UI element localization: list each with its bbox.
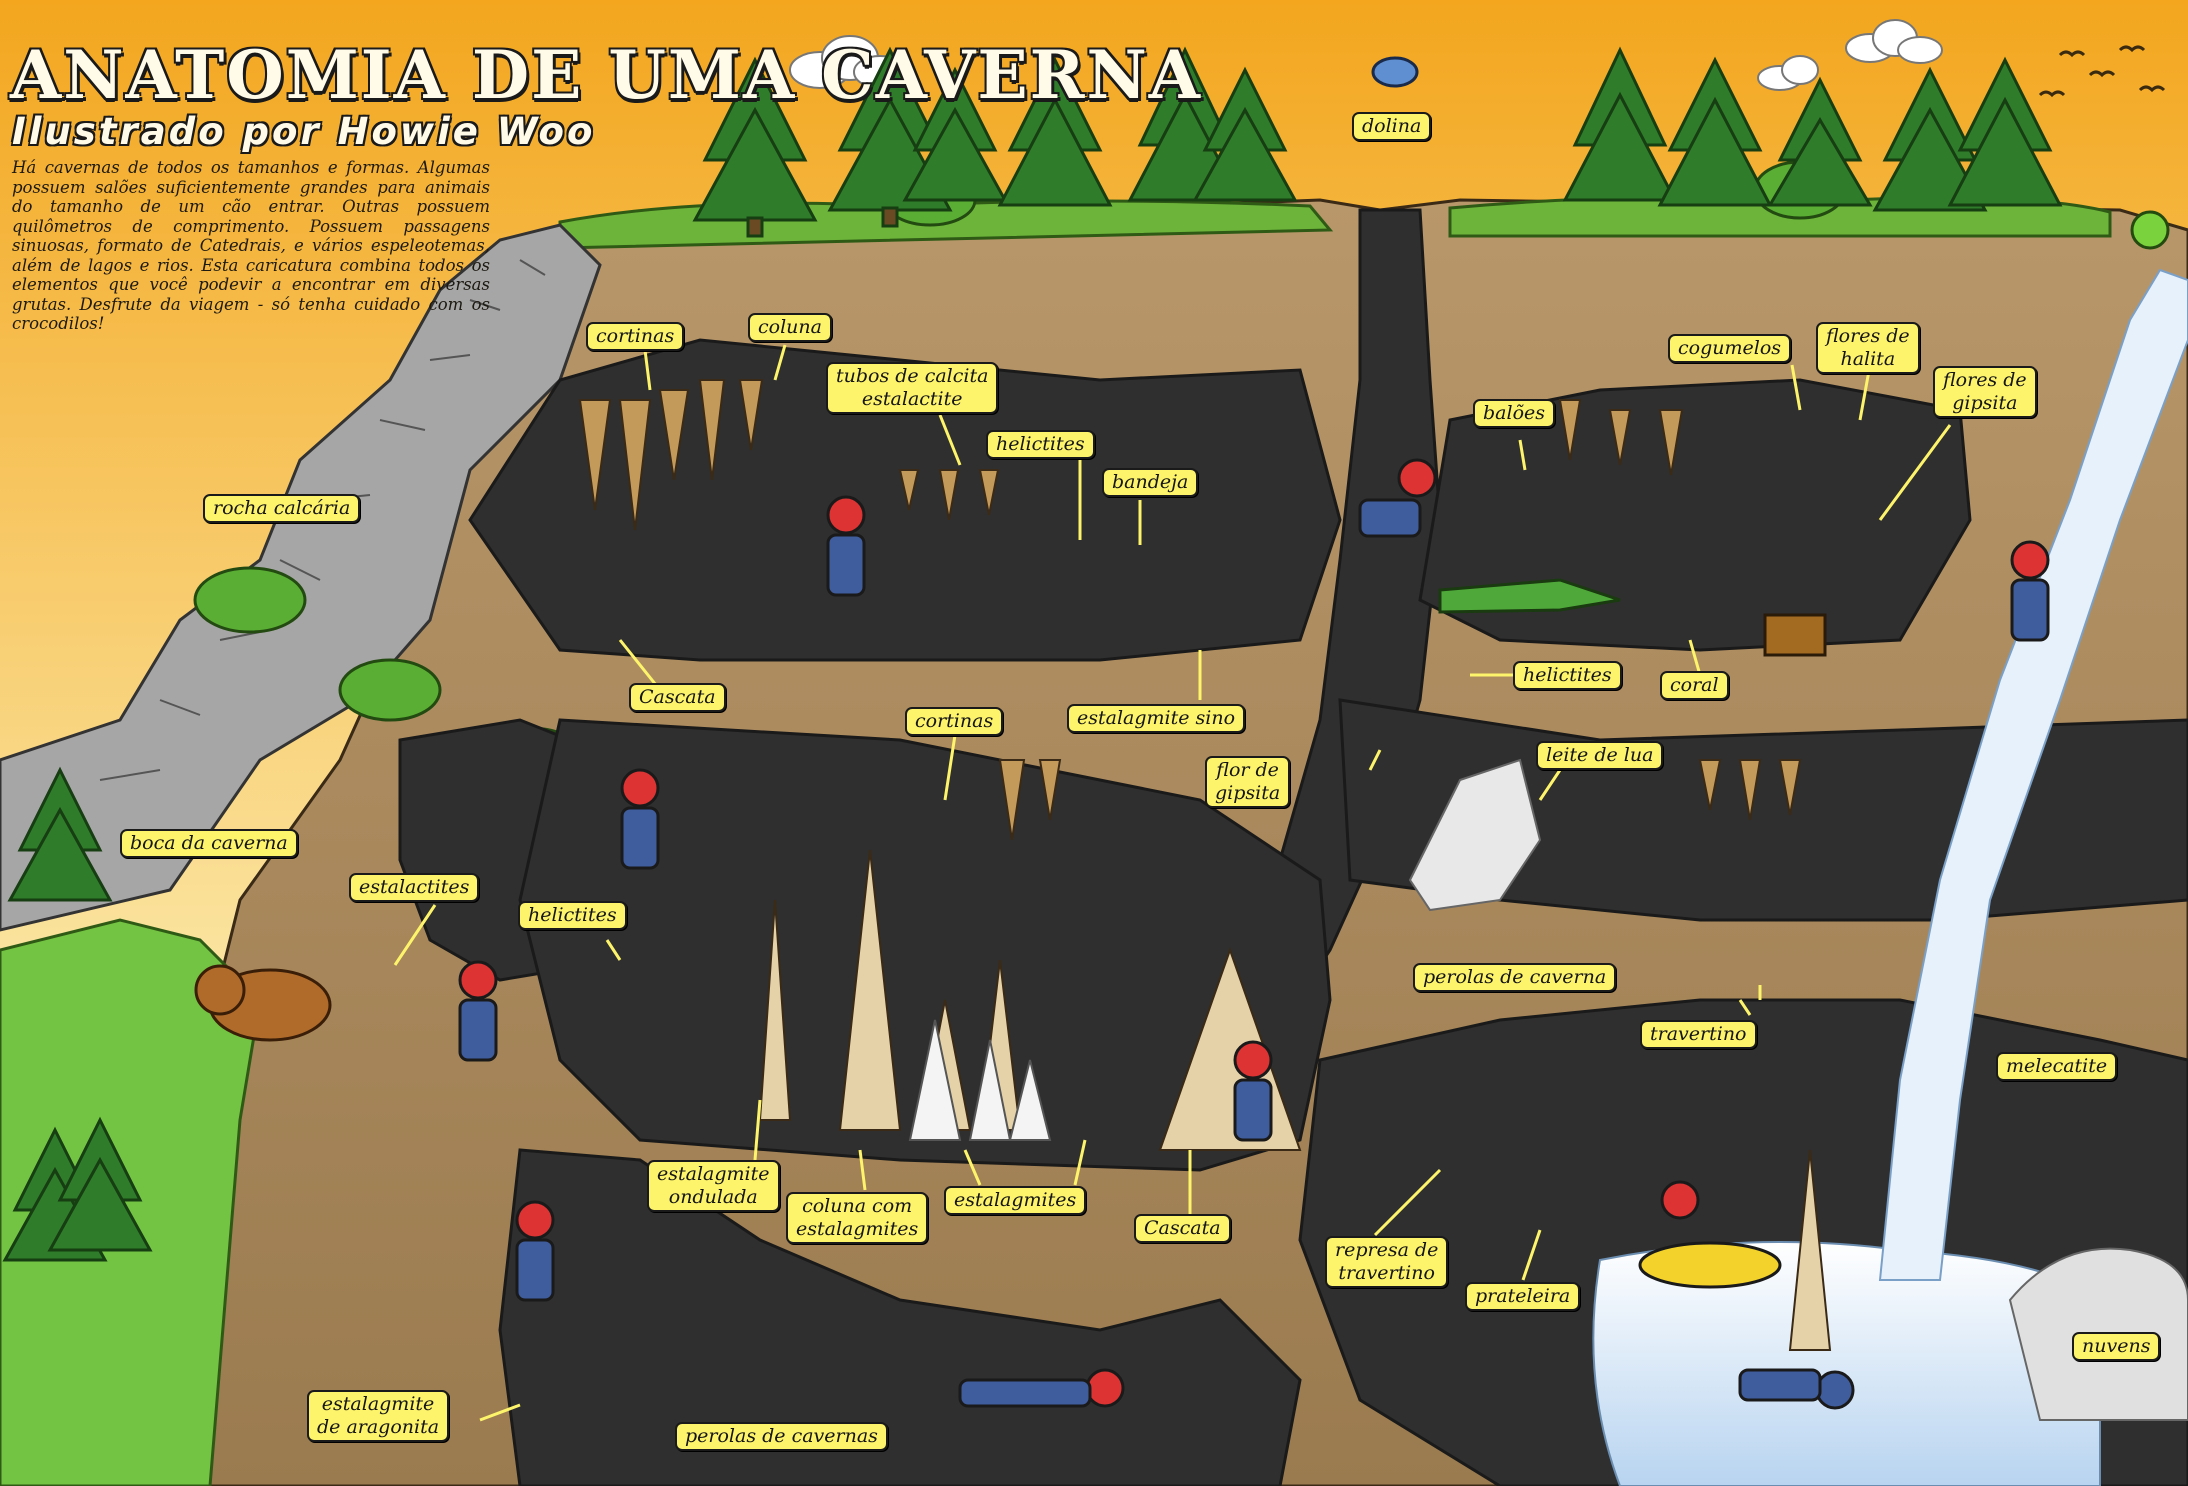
label-represa-travertino: represa de travertino — [1325, 1236, 1448, 1288]
label-estalagmite-sino: estalagmite sino — [1067, 704, 1245, 733]
label-helictites-right: helictites — [1513, 661, 1622, 690]
page-subtitle: Ilustrado por Howie Woo — [12, 110, 596, 153]
treasure-chest-icon — [1765, 615, 1825, 655]
blue-bird-icon — [1373, 58, 1417, 86]
label-bandeja: bandeja — [1102, 468, 1198, 497]
label-prateleira: prateleira — [1465, 1282, 1580, 1311]
label-rocha-calcaria: rocha calcária — [203, 494, 360, 523]
label-travertino: travertino — [1640, 1020, 1757, 1049]
label-cortinas-upper: cortinas — [586, 322, 684, 351]
page-title: ANATOMIA DE UMA CAVERNA — [10, 36, 1203, 114]
label-helictites-left: helictites — [518, 901, 627, 930]
label-flores-halita: flores de halita — [1816, 322, 1920, 374]
label-estalagmites: estalagmites — [944, 1186, 1086, 1215]
label-leite-lua: leite de lua — [1536, 741, 1663, 770]
label-coluna: coluna — [748, 313, 832, 342]
label-perolas-caverna: perolas de caverna — [1413, 963, 1616, 992]
label-estalagmite-aragonita: estalagmite de aragonita — [307, 1390, 449, 1442]
label-estalagmite-ondulada: estalagmite ondulada — [647, 1160, 780, 1212]
label-flores-gipsita: flores de gipsita — [1933, 366, 2037, 418]
label-coluna-estalagmites: coluna com estalagmites — [786, 1192, 928, 1244]
intro-paragraph: Há cavernas de todos os tamanhos e formas. Algumas possuem salões suficientemente grandes para animais do tamanho de um cão entrar. Outras possuem quilômetros de comprimento. Possuem passagens sinuosas, formato de Catedrais, e vários espeleotemas, além de lagos e rios. Esta caricatura combina todos os elementos que você podevir a encontrar em diversas grutas. Desfrute da viagem - só tenha cuidado com os crocodilos! — [12, 158, 490, 333]
label-cogumelos: cogumelos — [1668, 334, 1791, 363]
label-cortinas-middle: cortinas — [905, 707, 1003, 736]
label-boca-caverna: boca da caverna — [120, 829, 298, 858]
label-nuvens: nuvens — [2072, 1332, 2160, 1361]
label-melecatite: melecatite — [1996, 1052, 2117, 1081]
label-baloes: balões — [1473, 399, 1555, 428]
label-helictites-upper: helictites — [986, 430, 1095, 459]
label-cascata-lower: Cascata — [1134, 1214, 1231, 1243]
label-estalactites: estalactites — [349, 873, 479, 902]
frog-icon — [2132, 212, 2168, 248]
label-flor-gipsita: flor de gipsita — [1205, 756, 1290, 808]
label-tubos-calcita: tubos de calcita estalactite — [826, 362, 998, 414]
label-coral: coral — [1660, 671, 1729, 700]
label-perolas-cavernas: perolas de cavernas — [675, 1422, 888, 1451]
label-cascata-upper: Cascata — [629, 683, 726, 712]
label-dolina: dolina — [1352, 112, 1431, 141]
